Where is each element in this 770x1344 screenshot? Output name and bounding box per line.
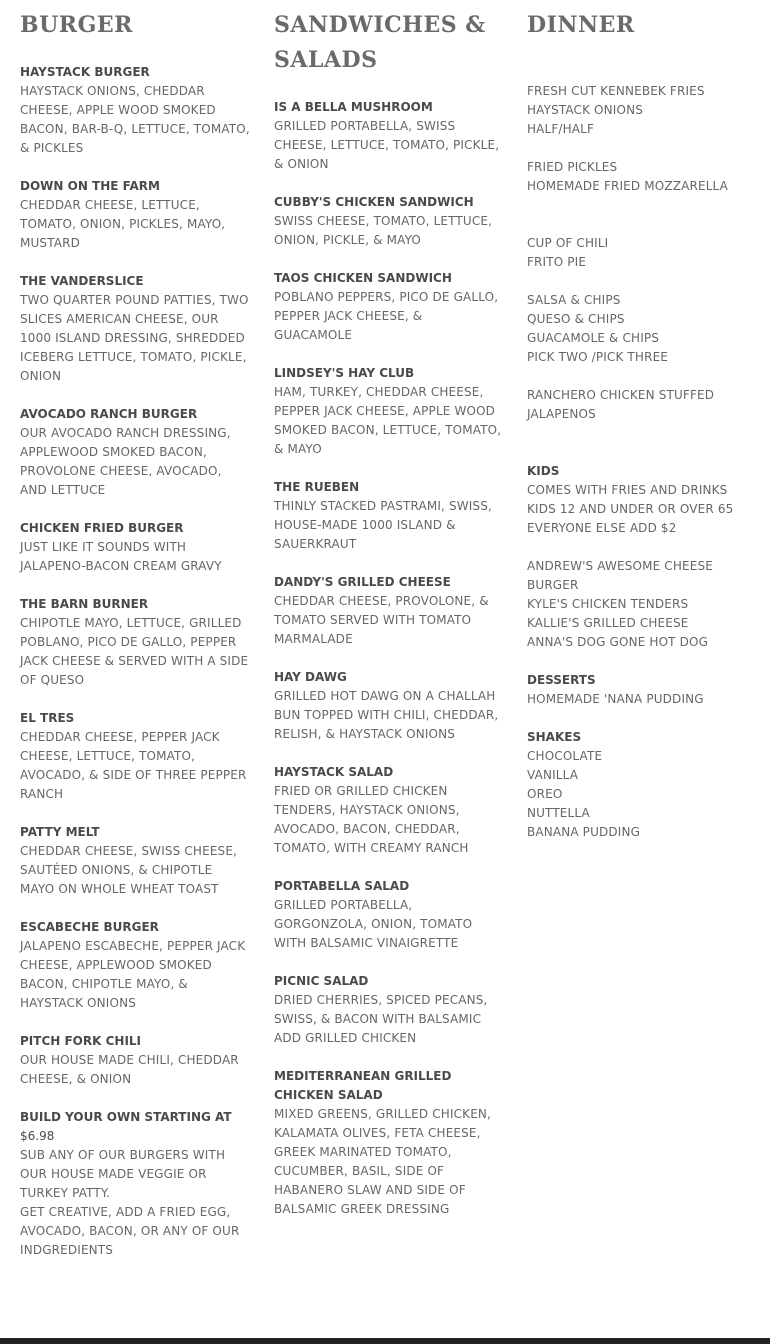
shakes-section [527, 728, 755, 842]
menu-item [20, 595, 250, 690]
menu-item [20, 177, 250, 253]
kids-item: KYLE'S CHICKEN TENDERS [527, 597, 689, 611]
menu-item [274, 573, 502, 649]
menu-item [274, 668, 502, 744]
kids-section [527, 462, 755, 538]
item-desc: GET CREATIVE, ADD A FRIED EGG, AVOCADO, BACON, OR ANY OF OUR INDGREDIENTS [20, 1205, 240, 1257]
dinner-item: FRESH CUT KENNEBEK FRIES [527, 84, 705, 98]
menu-item [274, 1067, 502, 1219]
item-name: TAOS CHICKEN SANDWICH [274, 271, 452, 285]
kids-note: KIDS 12 AND UNDER OR OVER 65 [527, 502, 734, 516]
shake-item: CHOCOLATE [527, 749, 603, 763]
item-name: EL TRES [20, 711, 75, 725]
menu-item [274, 193, 502, 250]
kids-heading: KIDS [527, 464, 560, 478]
dinner-item: FRIED PICKLES [527, 160, 618, 174]
menu-item-build-your-own [20, 1108, 250, 1260]
item-desc: CHEDDAR CHEESE, LETTUCE, TOMATO, ONION, PICKLES, MAYO, MUSTARD [20, 198, 226, 250]
kids-item: ANNA'S DOG GONE HOT DOG [527, 635, 709, 649]
kids-items [527, 557, 755, 652]
menu-item [20, 519, 250, 576]
item-name: HAY DAWG [274, 670, 347, 684]
dinner-item: PICK TWO /PICK THREE [527, 350, 669, 364]
dinner-item: HALF/HALF [527, 122, 595, 136]
item-desc: CHEDDAR CHEESE, PEPPER JACK CHEESE, LETTUCE, TOMATO, AVOCADO, & SIDE OF THREE PEPPER RANCH [20, 730, 247, 801]
item-desc: HAYSTACK ONIONS, CHEDDAR CHEESE, APPLE WOOD SMOKED BACON, BAR-B-Q, LETTUCE, TOMATO, & PICKLES [20, 84, 250, 155]
item-name: ESCABECHE BURGER [20, 920, 159, 934]
dinner-group-chips [527, 291, 755, 367]
item-name: CHICKEN FRIED BURGER [20, 521, 184, 535]
dinner-item: RANCHERO CHICKEN STUFFED JALAPENOS [527, 388, 715, 421]
item-desc: GRILLED PORTABELLA, GORGONZOLA, ONION, TOMATO WITH BALSAMIC VINAIGRETTE [274, 898, 473, 950]
item-name: PITCH FORK CHILI [20, 1034, 142, 1048]
menu-item [274, 763, 502, 858]
dinner-column [527, 8, 755, 861]
dinner-group-fries [527, 82, 755, 139]
item-desc: OUR HOUSE MADE CHILI, CHEDDAR CHEESE, & ONION [20, 1053, 239, 1086]
build-your-own-price: $6.98 [20, 1129, 55, 1143]
desserts-heading: DESSERTS [527, 673, 596, 687]
desserts-section [527, 671, 755, 709]
item-desc: CHEDDAR CHEESE, SWISS CHEESE, SAUTÉED ONIONS, & CHIPOTLE MAYO ON WHOLE WHEAT TOAST [20, 844, 238, 896]
sandwiches-column [274, 8, 502, 1238]
item-name: LINDSEY'S HAY CLUB [274, 366, 415, 380]
item-desc: POBLANO PEPPERS, PICO DE GALLO, PEPPER JACK CHEESE, & GUACAMOLE [274, 290, 499, 342]
menu-item [20, 272, 250, 386]
item-desc: GRILLED HOT DAWG ON A CHALLAH BUN TOPPED WITH CHILI, CHEDDAR, RELISH, & HAYSTACK ONIONS [274, 689, 499, 741]
kids-item: ANDREW'S AWESOME CHEESE BURGER [527, 559, 713, 592]
bottom-bar [0, 1338, 770, 1344]
item-name: HAYSTACK SALAD [274, 765, 394, 779]
item-name: HAYSTACK BURGER [20, 65, 150, 79]
dinner-group-chili [527, 234, 755, 272]
dinner-group-jalapenos [527, 386, 755, 424]
menu-item [20, 405, 250, 500]
item-desc: GRILLED PORTABELLA, SWISS CHEESE, LETTUCE, TOMATO, PICKLE, & ONION [274, 119, 500, 171]
kids-note: EVERYONE ELSE ADD $2 [527, 521, 677, 535]
shakes-heading: SHAKES [527, 730, 582, 744]
menu-item [274, 364, 502, 459]
item-name: PICNIC SALAD [274, 974, 369, 988]
dinner-item: HOMEMADE FRIED MOZZARELLA [527, 179, 728, 193]
dessert-item: HOMEMADE 'NANA PUDDING [527, 692, 704, 706]
item-name [20, 1108, 250, 1146]
menu-item [20, 1032, 250, 1089]
item-desc: JALAPENO ESCABECHE, PEPPER JACK CHEESE, APPLEWOOD SMOKED BACON, CHIPOTLE MAYO, & HAYSTACK ONIONS [20, 939, 246, 1010]
menu-item [274, 877, 502, 953]
menu-item [20, 709, 250, 804]
menu-item [20, 918, 250, 1013]
dinner-item: QUESO & CHIPS [527, 312, 625, 326]
item-desc: HAM, TURKEY, CHEDDAR CHEESE, PEPPER JACK CHEESE, APPLE WOOD SMOKED BACON, LETTUCE, TOMATO, & MAYO [274, 385, 502, 456]
item-name: PATTY MELT [20, 825, 100, 839]
kids-note: COMES WITH FRIES AND DRINKS [527, 483, 728, 497]
dinner-item: SALSA & CHIPS [527, 293, 621, 307]
item-name: DOWN ON THE FARM [20, 179, 160, 193]
dinner-group-fried [527, 158, 755, 196]
item-desc: CHIPOTLE MAYO, LETTUCE, GRILLED POBLANO, PICO DE GALLO, PEPPER JACK CHEESE & SERVED WITH A SIDE OF QUESO [20, 616, 249, 687]
item-name: THE BARN BURNER [20, 597, 149, 611]
build-your-own-name: BUILD YOUR OWN STARTING AT [20, 1110, 232, 1124]
menu-item [274, 478, 502, 554]
item-desc: SUB ANY OF OUR BURGERS WITH OUR HOUSE MADE VEGGIE OR TURKEY PATTY. [20, 1148, 226, 1200]
dinner-item: CUP OF CHILI [527, 236, 609, 250]
shake-item: BANANA PUDDING [527, 825, 641, 839]
menu-item [20, 823, 250, 899]
menu-item [274, 269, 502, 345]
dinner-item: GUACAMOLE & CHIPS [527, 331, 660, 345]
item-name: THE VANDERSLICE [20, 274, 144, 288]
item-desc: TWO QUARTER POUND PATTIES, TWO SLICES AMERICAN CHEESE, OUR 1000 ISLAND DRESSING, SHREDDED ICEBERG LETTUCE, TOMATO, PICKLE, ONION [20, 293, 249, 383]
item-name: THE RUEBEN [274, 480, 360, 494]
item-desc: MIXED GREENS, GRILLED CHICKEN, KALAMATA OLIVES, FETA CHEESE, GREEK MARINATED TOMATO, CUCUMBER, BASIL, SIDE OF HABANERO SLAW AND SIDE OF BALSAMIC GREEK DRESSING [274, 1107, 492, 1216]
menu-item [20, 63, 250, 158]
sandwiches-title: SANDWICHES & SALADS [274, 12, 486, 73]
menu-item [274, 98, 502, 174]
item-desc: THINLY STACKED PASTRAMI, SWISS, HOUSE-MADE 1000 ISLAND & SAUERKRAUT [274, 499, 492, 551]
item-desc: JUST LIKE IT SOUNDS WITH JALAPENO-BACON CREAM GRAVY [20, 540, 222, 573]
item-name: CUBBY'S CHICKEN SANDWICH [274, 195, 474, 209]
shake-item: OREO [527, 787, 563, 801]
shake-item: NUTTELLA [527, 806, 590, 820]
item-name: IS A BELLA MUSHROOM [274, 100, 433, 114]
item-desc: ADD GRILLED CHICKEN [274, 1031, 417, 1045]
item-desc: CHEDDAR CHEESE, PROVOLONE, & TOMATO SERVED WITH TOMATO MARMALADE [274, 594, 489, 646]
shake-item: VANILLA [527, 768, 579, 782]
item-name: DANDY'S GRILLED CHEESE [274, 575, 451, 589]
dinner-item: HAYSTACK ONIONS [527, 103, 643, 117]
item-desc: SWISS CHEESE, TOMATO, LETTUCE, ONION, PICKLE, & MAYO [274, 214, 493, 247]
kids-item: KALLIE'S GRILLED CHEESE [527, 616, 689, 630]
dinner-title: DINNER [527, 12, 635, 38]
item-desc: FRIED OR GRILLED CHICKEN TENDERS, HAYSTACK ONIONS, AVOCADO, BACON, CHEDDAR, TOMATO, WITH CREAMY RANCH [274, 784, 469, 855]
item-desc: OUR AVOCADO RANCH DRESSING, APPLEWOOD SMOKED BACON, PROVOLONE CHEESE, AVOCADO, AND LETTUCE [20, 426, 231, 497]
menu-item [274, 972, 502, 1048]
burger-title: BURGER [20, 12, 133, 38]
item-name: PORTABELLA SALAD [274, 879, 410, 893]
burger-column [20, 8, 250, 1279]
item-name: AVOCADO RANCH BURGER [20, 407, 198, 421]
dinner-item: FRITO PIE [527, 255, 587, 269]
item-desc: DRIED CHERRIES, SPICED PECANS, SWISS, & BACON WITH BALSAMIC [274, 993, 488, 1026]
item-name: MEDITERRANEAN GRILLED CHICKEN SALAD [274, 1069, 452, 1102]
